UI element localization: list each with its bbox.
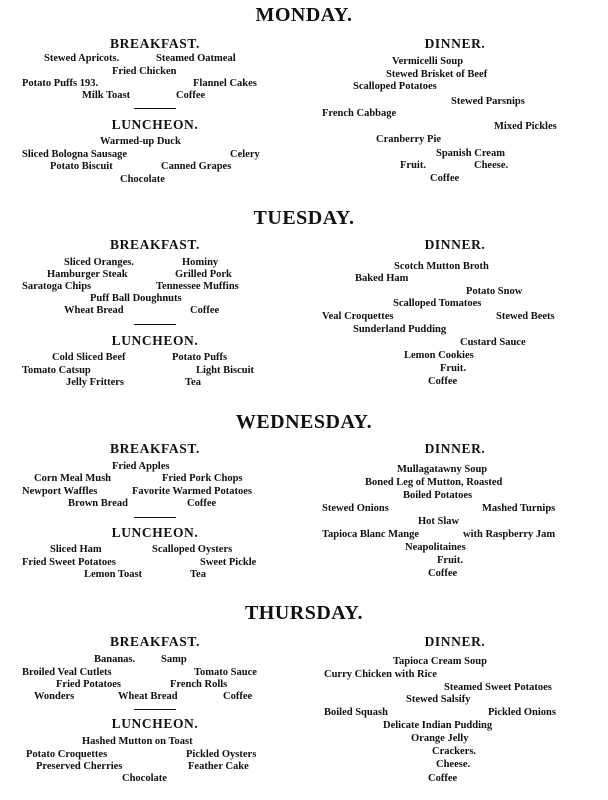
menu-item: Fruit. (437, 555, 463, 566)
menu-item: Puff Ball Doughnuts (90, 293, 182, 304)
menu-item: Feather Cake (188, 761, 249, 772)
menu-item: Sliced Bologna Sausage (22, 149, 128, 160)
menu-item: Sliced Ham (50, 544, 102, 555)
menu-item: Veal Croquettes (322, 311, 394, 322)
menu-item: Mullagatawny Soup (397, 464, 488, 475)
menu-item: Brown Bread (68, 498, 128, 509)
menu-item: Newport Waffles (22, 486, 98, 497)
menu-item: Stewed Apricots. (44, 53, 120, 64)
menu-item: Tomato Sauce (194, 667, 257, 678)
menu-item: Saratoga Chips (22, 281, 92, 292)
tuesday-heading: TUESDAY. (253, 207, 355, 229)
menu-item: Potato Biscuit (50, 161, 113, 172)
menu-item: Tapioca Cream Soup (393, 656, 487, 667)
menu-item: Fried Chicken (112, 66, 177, 77)
menu-item: with Raspberry Jam (463, 529, 556, 540)
menu-item: Samp (161, 654, 187, 665)
menu-item: Wheat Bread (118, 691, 178, 702)
section-divider (134, 709, 176, 710)
menu-item: Light Biscuit (196, 365, 255, 376)
section-divider (134, 324, 176, 325)
menu-item: Milk Toast (82, 90, 131, 101)
menu-item: Tomato Catsup (22, 365, 91, 376)
menu-item: Coffee (190, 305, 220, 316)
menu-item: Crackers. (432, 746, 477, 757)
menu-item: Curry Chicken with Rice (324, 669, 437, 680)
thursday-breakfast-heading: BREAKFAST. (110, 634, 200, 649)
menu-item: French Rolls (170, 679, 228, 690)
menu-item: Cold Sliced Beef (52, 352, 126, 363)
menu-item: Potato Puffs 193. (22, 78, 99, 89)
tuesday-luncheon-heading: LUNCHEON. (111, 333, 199, 348)
wednesday-breakfast-heading: BREAKFAST. (110, 441, 200, 456)
menu-item: Steamed Sweet Potatoes (444, 682, 552, 693)
menu-item: Coffee (428, 376, 458, 387)
menu-item: Boiled Potatoes (403, 490, 473, 501)
menu-item: Cheese. (436, 759, 471, 770)
menu-item: Scalloped Tomatoes (393, 298, 482, 309)
menu-item: Coffee (223, 691, 253, 702)
menu-item: Favorite Warmed Potatoes (132, 486, 252, 497)
menu-item: Bananas. (94, 654, 136, 665)
menu-item: Potato Croquettes (26, 749, 108, 760)
menu-item: Chocolate (120, 174, 165, 185)
menu-item: Boiled Squash (324, 707, 388, 718)
menu-item: Wheat Bread (64, 305, 124, 316)
menu-item: Sunderland Pudding (353, 324, 447, 335)
menu-item: Boned Leg of Mutton, Roasted (365, 477, 503, 488)
menu-item: Tea (190, 569, 206, 580)
menu-item: Stewed Salsify (406, 694, 471, 705)
menu-item: Stewed Parsnips (451, 96, 525, 107)
menu-item: Steamed Oatmeal (156, 53, 236, 64)
menu-item: Corn Meal Mush (34, 473, 111, 484)
monday-luncheon-heading: LUNCHEON. (111, 117, 199, 132)
tuesday-breakfast-heading: BREAKFAST. (110, 237, 200, 252)
section-divider (134, 517, 176, 518)
menu-item: Fried Sweet Potatoes (22, 557, 116, 568)
menu-item: Chocolate (122, 773, 167, 784)
menu-item: Stewed Beets (496, 311, 555, 322)
menu-item: Grilled Pork (175, 269, 232, 280)
menu-item: Spanish Cream (436, 148, 505, 159)
menu-item: Fried Apples (112, 461, 170, 472)
menu-item: Flannel Cakes (193, 78, 257, 89)
menu-item: Potato Puffs (172, 352, 228, 363)
menu-item: French Cabbage (322, 108, 397, 119)
menu-item: Sweet Pickle (200, 557, 257, 568)
menu-item: Canned Grapes (161, 161, 232, 172)
menu-item: Broiled Veal Cutlets (22, 667, 112, 678)
menu-item: Fried Pork Chops (162, 473, 243, 484)
menu-item: Hominy (182, 257, 219, 268)
menu-item: Orange Jelly (411, 733, 469, 744)
thursday-heading: THURSDAY. (244, 602, 364, 624)
menu-item: Tea (185, 377, 201, 388)
menu-item: Mashed Turnips (482, 503, 556, 514)
thursday-luncheon-heading: LUNCHEON. (111, 716, 199, 731)
menu-item: Coffee (187, 498, 217, 509)
menu-item: Hamburger Steak (47, 269, 128, 280)
menu-item: Lemon Toast (84, 569, 143, 580)
wednesday-dinner-heading: DINNER. (424, 441, 486, 456)
menu-item: Pickled Onions (488, 707, 556, 718)
monday-dinner-heading: DINNER. (424, 36, 486, 51)
menu-item: Coffee (176, 90, 206, 101)
menu-item: Stewed Brisket of Beef (386, 69, 488, 80)
menu-item: Vermicelli Soup (392, 56, 464, 67)
menu-item: Scalloped Potatoes (353, 81, 437, 92)
menu-item: Fried Potatoes (56, 679, 122, 690)
menu-item: Delicate Indian Pudding (383, 720, 493, 731)
menu-item: Baked Ham (355, 273, 409, 284)
menu-item: Tapioca Blanc Mange (322, 529, 420, 540)
menu-item: Warmed-up Duck (100, 136, 181, 147)
menu-item: Preserved Cherries (36, 761, 123, 772)
tuesday-dinner-heading: DINNER. (424, 237, 486, 252)
wednesday-luncheon-heading: LUNCHEON. (111, 525, 199, 540)
thursday-dinner-heading: DINNER. (424, 634, 486, 649)
wednesday-heading: WEDNESDAY. (235, 411, 373, 433)
menu-item: Wonders (34, 691, 75, 702)
monday-breakfast-heading: BREAKFAST. (110, 36, 200, 51)
menu-item: Potato Snow (466, 286, 523, 297)
menu-item: Pickled Oysters (186, 749, 257, 760)
menu-item: Jelly Fritters (66, 377, 125, 388)
menu-item: Stewed Onions (322, 503, 389, 514)
menu-item: Hashed Mutton on Toast (82, 736, 193, 747)
menu-item: Coffee (428, 568, 458, 579)
menu-item: Sliced Oranges. (64, 257, 134, 268)
menu-item: Lemon Cookies (404, 350, 474, 361)
menu-item: Fruit. (400, 160, 426, 171)
menu-item: Hot Slaw (418, 516, 460, 527)
menu-item: Neapolitaines (405, 542, 466, 553)
menu-item: Cranberry Pie (376, 134, 442, 145)
menu-item: Tennessee Muffins (156, 281, 239, 292)
menu-item: Scalloped Oysters (152, 544, 233, 555)
menu-item: Mixed Pickles (494, 121, 557, 132)
menu-item: Cheese. (474, 160, 509, 171)
menu-item: Fruit. (440, 363, 466, 374)
menu-item: Custard Sauce (460, 337, 526, 348)
menu-item: Scotch Mutton Broth (394, 261, 489, 272)
menu-item: Coffee (430, 173, 460, 184)
monday-heading: MONDAY. (255, 4, 353, 26)
menu-item: Coffee (428, 773, 458, 784)
menu-item: Celery (230, 149, 260, 160)
section-divider (134, 108, 176, 109)
